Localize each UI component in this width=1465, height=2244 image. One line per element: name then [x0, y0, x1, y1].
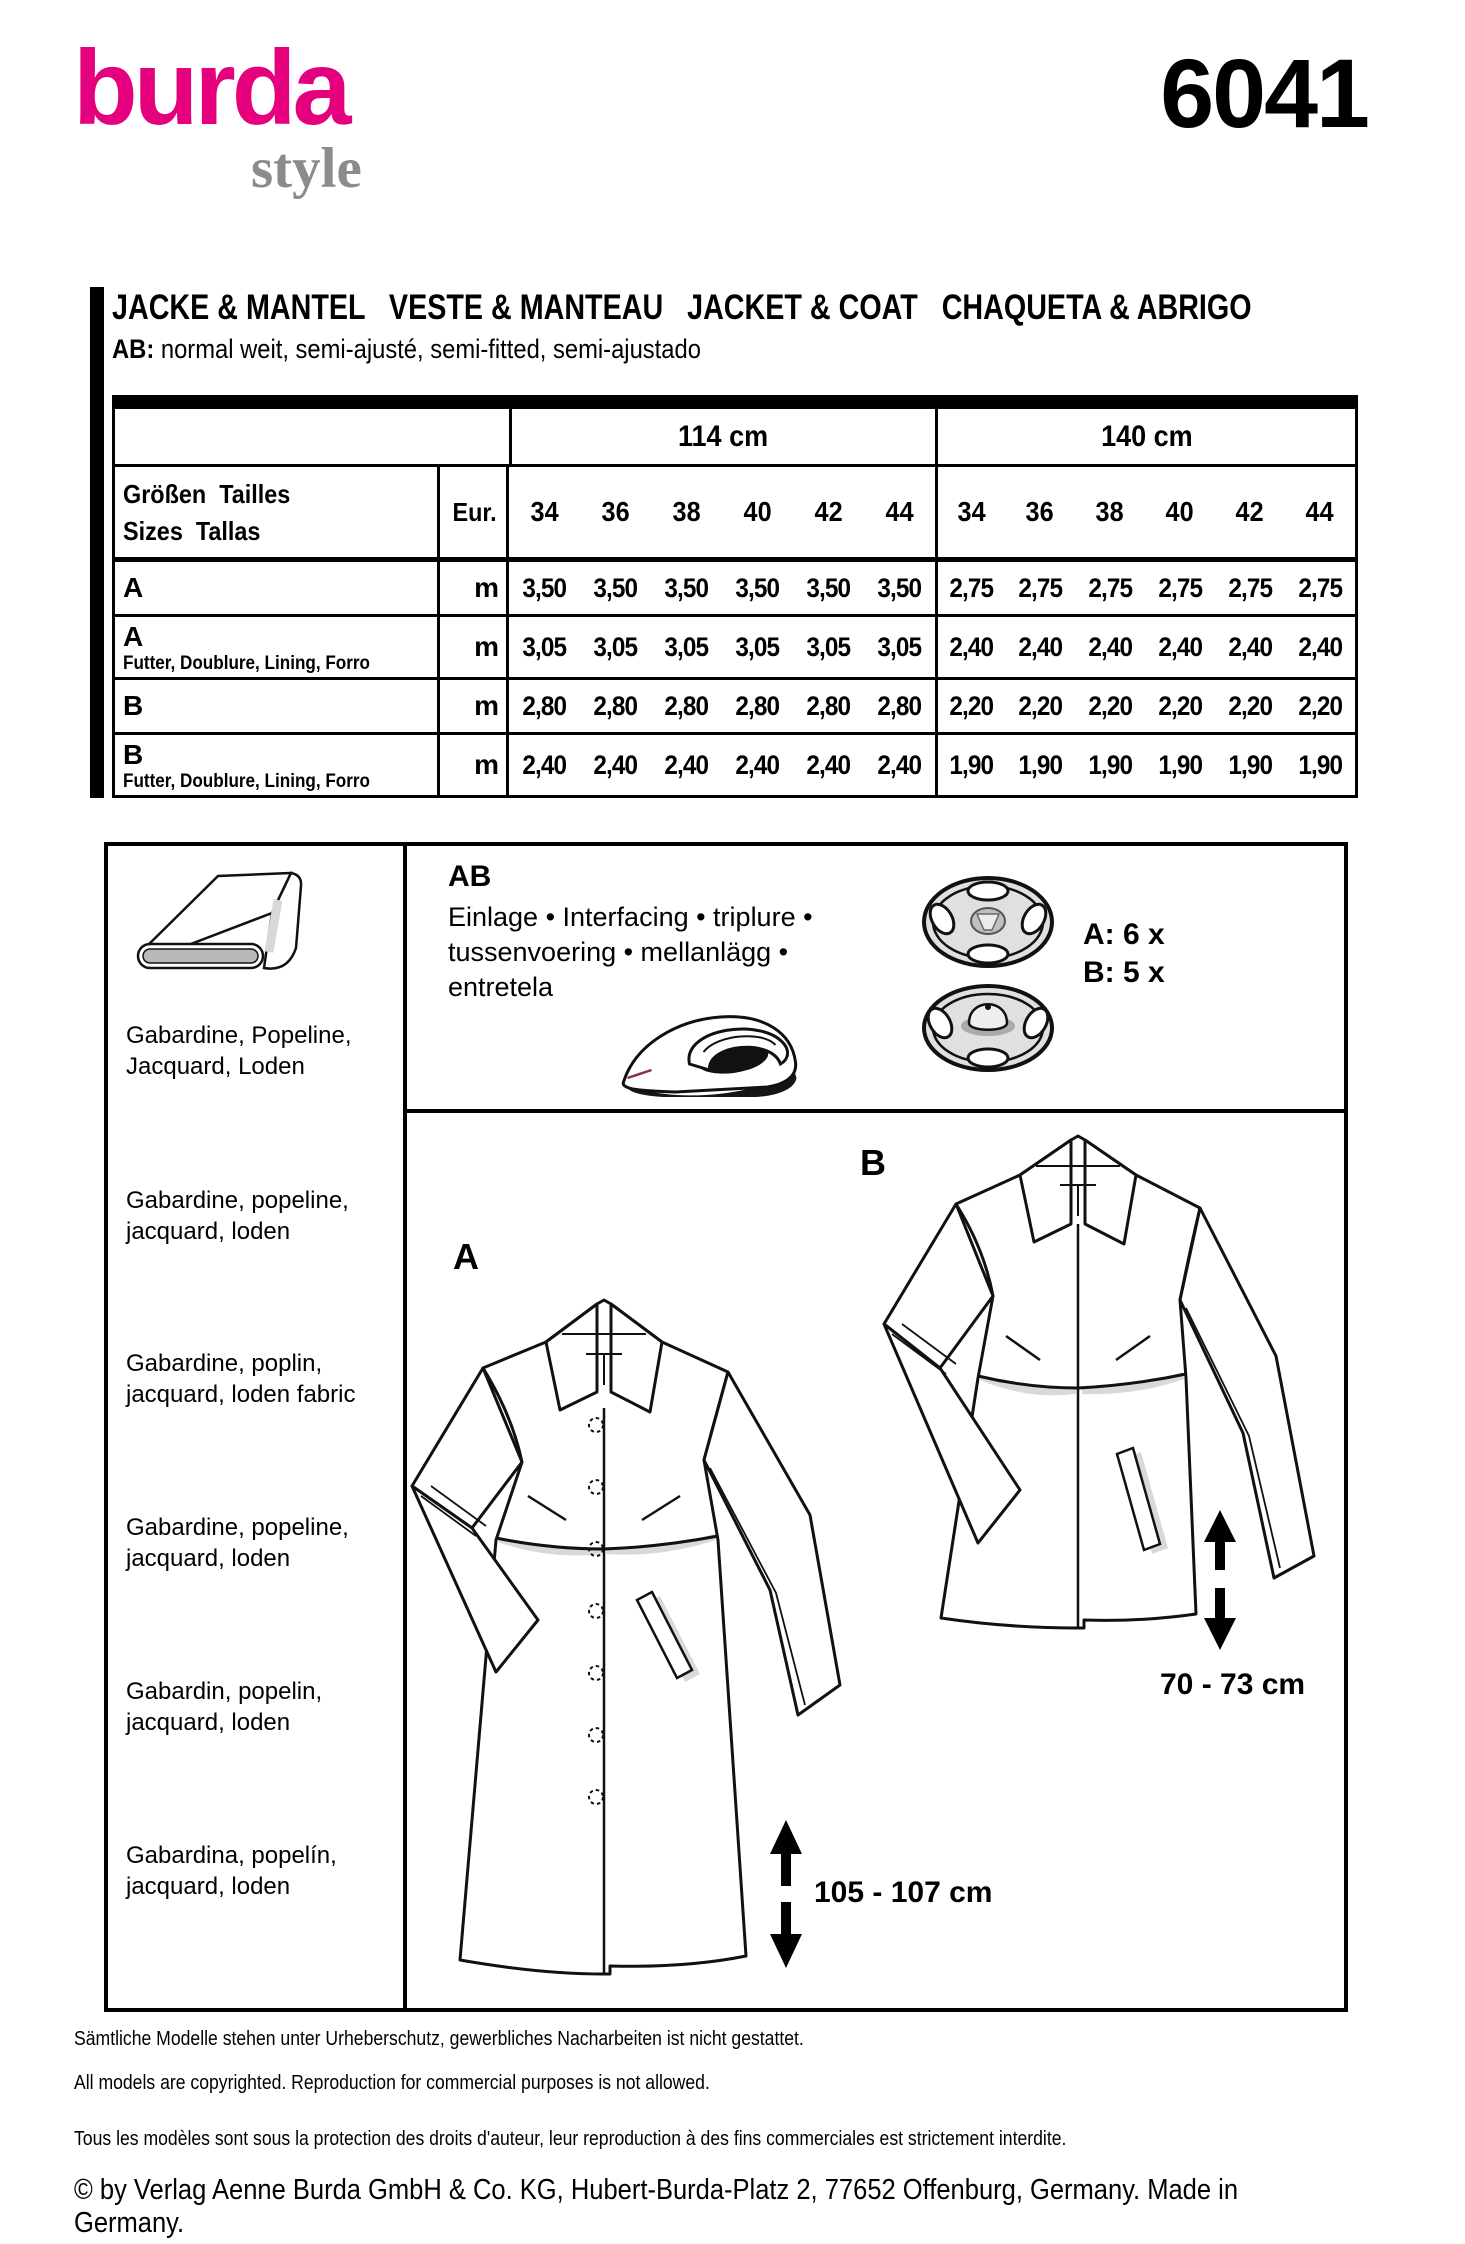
value-cell: 2,40 [935, 617, 1005, 680]
row-label-a-lining: A Futter, Doublure, Lining, Forro [115, 617, 437, 680]
width-header-140: 140 cm [935, 409, 1355, 467]
snap-quantities [1083, 916, 1165, 992]
value-cell: 2,40 [735, 749, 780, 780]
copyright-line-de: Sämtliche Modelle stehen unter Urheberschutz, gewerbliches Nacharbeiten ist nicht gestattet. [74, 2028, 804, 2050]
value-cell: 2,40 [877, 749, 922, 780]
value-cell: 3,50 [580, 562, 651, 617]
value-cell: 2,80 [580, 680, 651, 735]
value-cell: 3,50 [793, 562, 864, 617]
value-cell: 2,80 [793, 680, 864, 735]
snap-count-a: A: 6 x [1083, 918, 1165, 951]
value-cell: 2,40 [1215, 617, 1285, 680]
sizes-header-cell [115, 467, 437, 562]
value-cell: 3,05 [509, 617, 580, 680]
value-cell: 1,90 [1088, 749, 1132, 780]
value-cell: 2,75 [1145, 562, 1215, 617]
value-cell: 1,90 [1298, 749, 1342, 780]
coat-a-drawing [300, 1290, 900, 2000]
value-cell: 2,40 [1285, 617, 1355, 680]
fit-description [112, 334, 781, 365]
size-col: 34 [509, 467, 580, 562]
value-cell: 2,40 [522, 749, 567, 780]
snap-count-b: B: 5 x [1083, 956, 1165, 989]
interfacing-text: Einlage • Interfacing • triplure • tussenvoering • mellanlägg • entretela [448, 902, 813, 1002]
value-cell: 3,50 [651, 562, 722, 617]
size-col: 36 [580, 467, 651, 562]
value-cell: 2,40 [1005, 617, 1075, 680]
value-cell: 1,90 [1228, 749, 1272, 780]
copyright-line-en: All models are copyrighted. Reproduction for commercial purposes is not allowed. [74, 2072, 710, 2094]
length-arrow-a-icon [768, 1820, 804, 1968]
size-col: 42 [793, 467, 864, 562]
size-col: 42 [1215, 467, 1285, 562]
row-label-b-lining: B Futter, Doublure, Lining, Forro [123, 739, 370, 792]
size-col: 40 [1145, 467, 1215, 562]
publisher-line: © by Verlag Aenne Burda GmbH & Co. KG, Hubert-Burda-Platz 2, 77652 Offenburg, Germany. Made in Germany. [74, 2174, 1239, 2239]
value-cell: 1,90 [1018, 749, 1062, 780]
value-cell: 2,20 [935, 680, 1005, 735]
value-cell: 2,80 [864, 680, 935, 735]
value-cell: 3,05 [722, 617, 793, 680]
value-cell: 3,50 [864, 562, 935, 617]
value-cell: 3,50 [722, 562, 793, 617]
value-cell: 3,05 [651, 617, 722, 680]
jacket-b-drawing [828, 1128, 1348, 1673]
value-cell: 2,40 [806, 749, 851, 780]
fabric-text-fr: Gabardine, popeline, jacquard, loden [126, 1187, 349, 1245]
title-accent-bar [90, 287, 104, 798]
value-cell: 2,20 [1005, 680, 1075, 735]
notions-divider [407, 1109, 1344, 1113]
unit-cell: m [437, 680, 509, 735]
value-cell: 3,50 [509, 562, 580, 617]
value-cell: 2,80 [509, 680, 580, 735]
value-cell: 3,05 [793, 617, 864, 680]
length-arrow-b-icon [1202, 1510, 1238, 1650]
size-col: 34 [935, 467, 1005, 562]
view-a-label: A [453, 1236, 479, 1277]
fit-text: normal weit, semi-ajusté, semi-fitted, semi-ajustado [160, 334, 701, 364]
unit-cell: m [437, 562, 509, 617]
eur-header-cell: Eur. [437, 467, 509, 562]
value-cell: 2,75 [1075, 562, 1145, 617]
fabric-text-de: Gabardine, Popeline, Jacquard, Loden [126, 1022, 352, 1080]
iron-icon [613, 984, 808, 1110]
value-cell: 2,40 [593, 749, 638, 780]
size-col: 36 [1005, 467, 1075, 562]
value-cell: 2,20 [1215, 680, 1285, 735]
style-logo: style [251, 137, 362, 200]
row-label-a: A [115, 562, 437, 617]
view-b-label: B [860, 1142, 886, 1183]
value-cell: 2,40 [1075, 617, 1145, 680]
value-cell: 3,05 [864, 617, 935, 680]
fabric-text-es: Gabardina, popelín, jacquard, loden [126, 1842, 337, 1900]
content-box [104, 842, 1348, 2012]
value-cell: 2,20 [1075, 680, 1145, 735]
row-label-b: B [115, 680, 437, 735]
sizes-header-line2: Sizes Tallas [123, 516, 261, 546]
value-cell: 2,75 [1215, 562, 1285, 617]
notions-views-label: AB [448, 860, 492, 893]
garment-title-text: JACKE & MANTEL VESTE & MANTEAU JACKET & COAT CHAQUETA & ABRIGO [112, 288, 1252, 327]
size-col: 40 [722, 467, 793, 562]
fit-description-text [112, 334, 701, 365]
snap-fasteners-icon [913, 870, 1063, 1084]
copyright-line-fr: Tous les modèles sont sous la protection des droits d'auteur, leur reproduction à des fins commerciales est strictement interdite. [74, 2128, 1067, 2150]
size-col: 44 [1285, 467, 1355, 562]
value-cell: 1,90 [1158, 749, 1202, 780]
fabric-bolt-icon [126, 856, 341, 1006]
fit-views-label: AB: [112, 334, 155, 364]
value-cell: 2,80 [651, 680, 722, 735]
sizes-header-line1: Größen Tailles [123, 479, 291, 509]
length-b-value: 70 - 73 cm [1160, 1668, 1306, 1701]
width-header-114: 114 cm [509, 409, 935, 467]
fabric-text-sv: Gabardin, popelin, jacquard, loden [126, 1678, 323, 1736]
fabric-text-nl: Gabardine, popeline, jacquard, loden [126, 1514, 349, 1572]
garment-title [112, 288, 1465, 328]
value-cell: 2,80 [722, 680, 793, 735]
unit-cell: m [437, 617, 509, 680]
value-cell: 2,40 [664, 749, 709, 780]
unit-cell: m [437, 735, 509, 795]
value-cell: 2,40 [1145, 617, 1215, 680]
table-blank-corner [115, 409, 509, 467]
size-col: 44 [864, 467, 935, 562]
length-a-value: 105 - 107 cm [814, 1876, 993, 1909]
burda-logo: burda [73, 29, 348, 147]
pattern-number: 6041 [1160, 39, 1368, 148]
size-col: 38 [1075, 467, 1145, 562]
value-cell: 3,05 [580, 617, 651, 680]
fabric-requirements-table [112, 395, 1358, 798]
value-cell: 2,75 [1285, 562, 1355, 617]
value-cell: 2,20 [1285, 680, 1355, 735]
size-col: 38 [651, 467, 722, 562]
value-cell: 2,20 [1145, 680, 1215, 735]
fabric-text-en: Gabardine, poplin, jacquard, loden fabric [126, 1350, 356, 1408]
value-cell: 2,75 [935, 562, 1005, 617]
value-cell: 2,75 [1005, 562, 1075, 617]
value-cell: 1,90 [935, 735, 1005, 795]
